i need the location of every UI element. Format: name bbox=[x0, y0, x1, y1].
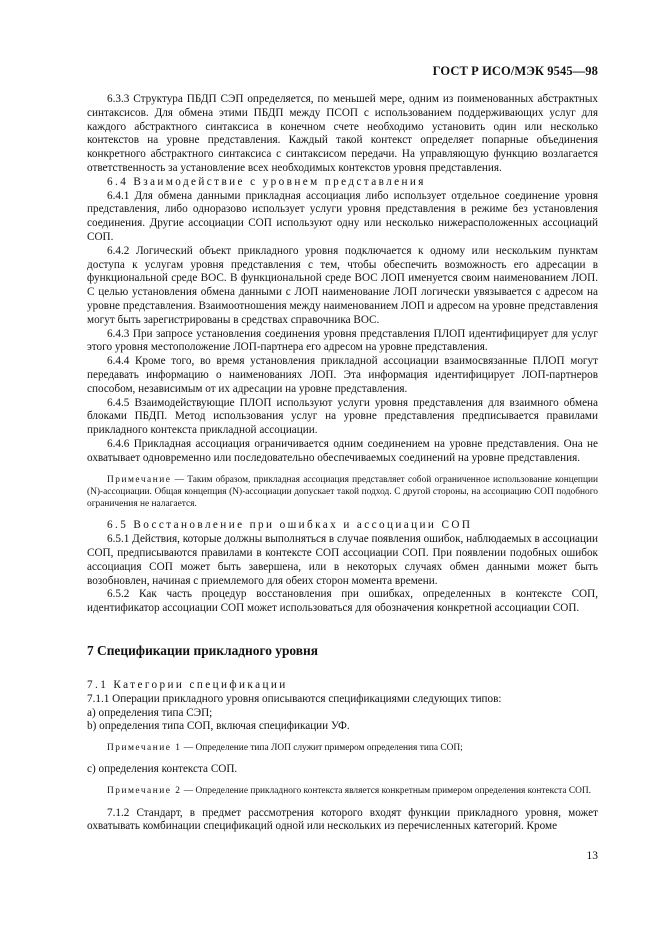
note-2-text: — Определение прикладного контекста является конкретным примером определения контекста СОП. bbox=[181, 786, 592, 797]
note-1-text: — Определение типа ЛОП служит примером определения типа СОП; bbox=[181, 743, 463, 754]
note-text: — Таким образом, прикладная ассоциация представляет собой ограниченное использование концепции (N)-ассоциации. Общая концепция (N)-ассоциации допускает такой подход. С другой стороны, на ассоциацию СОП подобного ограничения не налагается. bbox=[87, 474, 598, 510]
paragraph-7-1-1: 7.1.1 Операции прикладного уровня описываются спецификациями следующих типов: bbox=[87, 692, 502, 705]
paragraph-6-4-5: 6.4.5 Взаимодействующие ПЛОП используют услуги уровня представления для взаимного обмена блоками ПБДП. Метод использования услуг на уровне представления предписывается правилами прикладного контекста прикладной ассоциации. bbox=[87, 396, 598, 437]
paragraph-7-1-2: 7.1.2 Стандарт, в предмет рассмотрения которого входят функции прикладного уровня, может охватывать комбинации спецификаций одной или нескольких из перечисленных категорий. Кроме bbox=[87, 806, 598, 833]
list-item-a: а) определения типа СЭП; bbox=[87, 706, 213, 719]
page-number: 13 bbox=[586, 850, 598, 862]
subsection-heading-7-1: 7.1 Категории спецификации bbox=[87, 678, 288, 691]
note-2-label: Примечание 2 bbox=[107, 786, 182, 797]
standard-header: ГОСТ Р ИСО/МЭК 9545—98 bbox=[432, 64, 598, 78]
note-1-label: Примечание 1 bbox=[107, 743, 182, 754]
section-heading-7: 7 Спецификации прикладного уровня bbox=[87, 642, 318, 658]
paragraph-6-4-6: 6.4.6 Прикладная ассоциация ограничивается одним соединением на уровне представления. Она не охватывает одновременно или последовательно обеспечиваемых соединений на уровне представления. bbox=[87, 437, 598, 464]
note-1 bbox=[87, 742, 598, 754]
paragraph-6-4-3: 6.4.3 При запросе установления соединения уровня представления ПЛОП идентифицирует для услуг этого уровня местоположение ЛОП-партнера его адресом на уровне представления. bbox=[87, 327, 598, 354]
paragraph-6-5-1: 6.5.1 Действия, которые должны выполняться в случае появления ошибок, наблюдаемых в ассоциации СОП, предписываются правилами в контексте СОП ассоциации СОП. При появлении подобных ошибок ассоциация СОП может быть завершена, или в некоторых случаях обмен данными может быть возобновлен, начиная с приемлемого для обеих сторон момента времени. bbox=[87, 533, 598, 587]
paragraph-6-4-2: 6.4.2 Логический объект прикладного уровня подключается к одному или нескольким пунктам доступа к услугам уровня представления с тем, чтобы обеспечить возможность его адресации в функциональной среде ВОС. В функциональной среде ВОС ЛОП именуется своим наименованием ЛОП. С целью установления обмена данными с ЛОП наименование ЛОП логически увязывается с адресом на уровне представления. Взаимоотношения между наименованием ЛОП и адресом на уровне представления могут быть зарегистрированы в средствах справочника ВОС. bbox=[87, 244, 598, 326]
list-item-c: с) определения контекста СОП. bbox=[87, 763, 238, 776]
note-label: Примечание bbox=[107, 474, 172, 485]
paragraph-6-4-1: 6.4.1 Для обмена данными прикладная ассоциация либо использует отдельное соединение уровня представления, либо одноразово использует услуги уровня представления в режиме без установления соединения. Другие ассоциации СОП используют одну или несколько нижерасположенных ассоциаций СОП. bbox=[87, 189, 598, 243]
paragraph-6-4-4: 6.4.4 Кроме того, во время установления прикладной ассоциации взаимосвязанные ПЛОП могут передавать информацию о наименованиях ЛОП. Эта информация идентифицирует ЛОП-партнеров способом, независимым от их адресации на уровне представления. bbox=[87, 355, 598, 395]
subsection-heading-6-4: 6.4 Взаимодействие с уровнем представления bbox=[107, 175, 426, 188]
document-body bbox=[87, 93, 598, 834]
note-2 bbox=[87, 785, 598, 797]
paragraph-6-3-3: 6.3.3 Структура ПБДП СЭП определяется, по меньшей мере, одним из поименованных абстрактных синтаксисов. Для обмена этими ПБДП между ПСОП с использованием поддерживающих услуг для каждого абстрактного синтаксиса в конечном счете необходимо установить один или несколько контекстов на уровне представления. Каждый такой контекст определяет попарные объединения конкретного абстрактного синтаксиса с синтаксисом передачи. На управляющую функцию возлагается ответственность за установление всех необходимых контекстов уровня представления. bbox=[87, 93, 598, 174]
paragraph-6-5-2: 6.5.2 Как часть процедур восстановления при ошибках, определенных в контексте СОП, идентификатор ассоциации СОП может использоваться для обозначения конкретной ассоциации СОП. bbox=[87, 588, 598, 615]
list-item-b: b) определения типа СОП, включая спецификации УФ. bbox=[87, 720, 350, 733]
note-6-4 bbox=[87, 474, 598, 511]
subsection-heading-6-5: 6.5 Восстановление при ошибках и ассоциации СОП bbox=[107, 519, 473, 532]
